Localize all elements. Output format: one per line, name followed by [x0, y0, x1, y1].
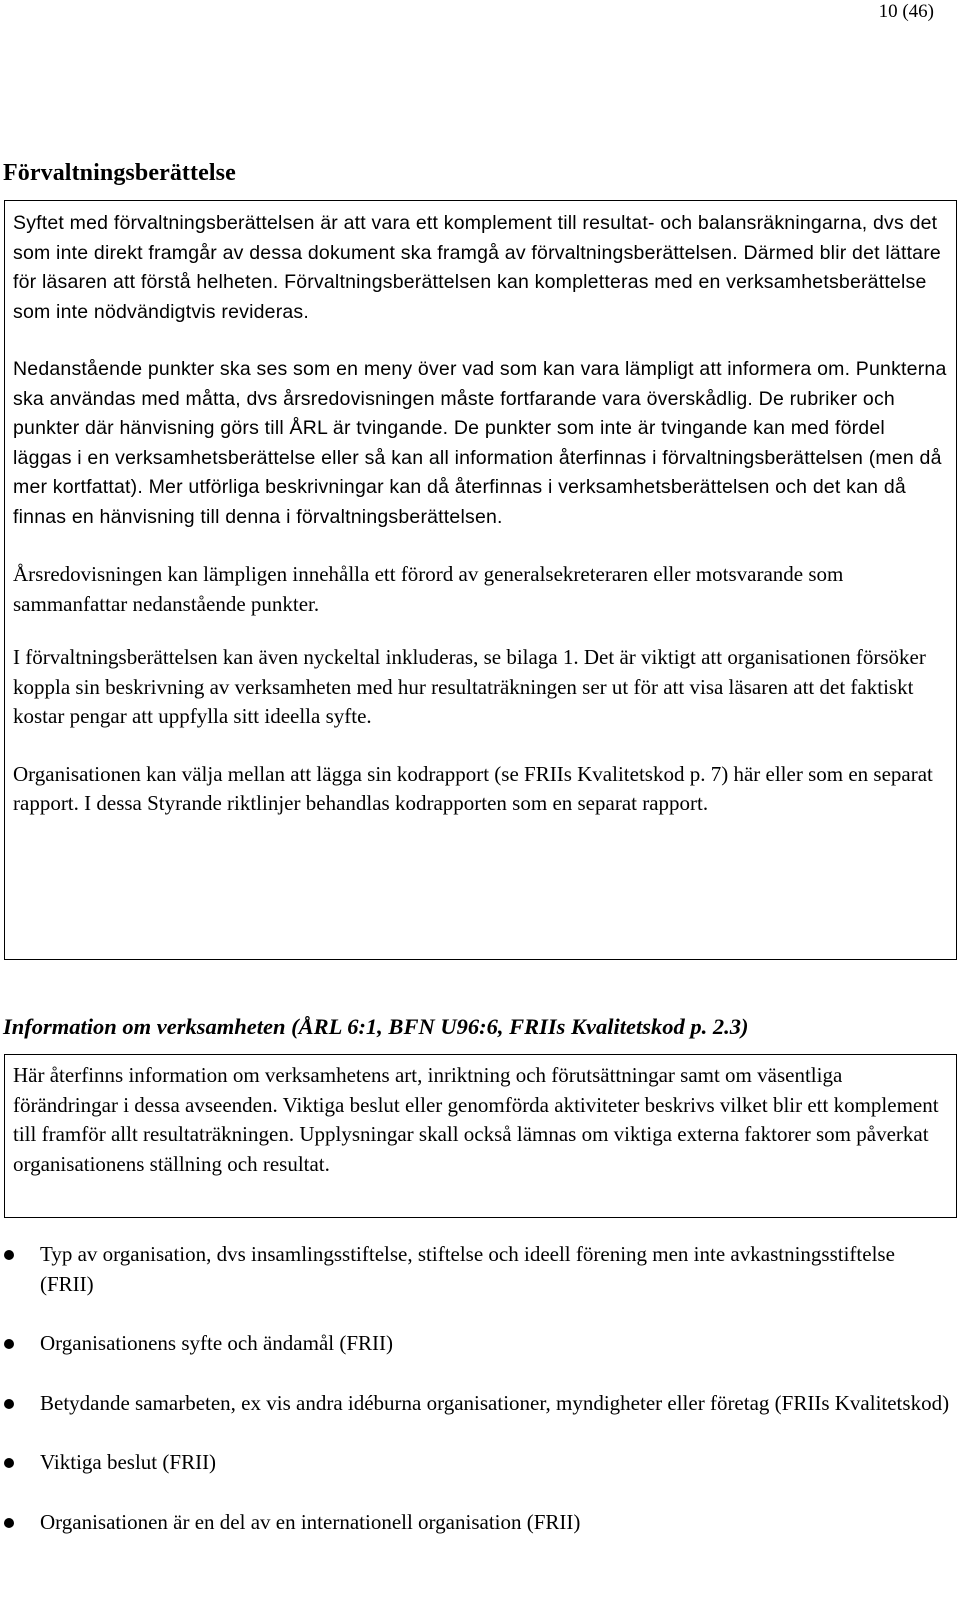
intro-paragraph-5: Organisationen kan välja mellan att lägga sin kodrapport (se FRIIs Kvalitetskod p. 7) här eller som en separat rapport. I dessa Styrande riktlinjer behandlas kodrapporten som en separat rapport. — [13, 761, 933, 815]
list-item — [0, 1240, 950, 1299]
section-heading: Information om verksamheten (ÅRL 6:1, BFN U96:6, FRIIs Kvalitetskod p. 2.3) — [3, 1014, 749, 1039]
list-item-text: Typ av organisation, dvs insamlingsstiftelse, stiftelse och ideell förening men inte avkastningsstiftelse (FRII) — [40, 1242, 895, 1296]
intro-paragraph-4: I förvaltningsberättelsen kan även nyckeltal inkluderas, se bilaga 1. Det är viktigt att organisationen försöker koppla sin beskrivning av verksamheten med hur resultaträkningen ser ut för att visa läsaren att det faktiskt kostar pengar att uppfylla sitt ideella syfte. — [13, 645, 926, 728]
list-item — [0, 1508, 950, 1538]
list-item — [0, 1389, 950, 1419]
bullet-icon — [4, 1458, 14, 1468]
bullet-icon — [4, 1339, 14, 1349]
bullet-icon — [4, 1250, 14, 1260]
list-item — [0, 1448, 950, 1478]
page-number: 10 (46) — [878, 1, 934, 22]
intro-paragraph-2: Nedanstående punkter ska ses som en meny över vad som kan vara lämpligt att informera om. Punkterna ska användas med måtta, dvs årsredovisningen måste fortfarande vara överskådlig. De rubriker och punkter där hänvisning görs till ÅRL är tvingande. De punkter som inte är tvingande kan med fördel läggas i en verksamhetsberättelse eller så kan all information återfinnas i förvaltningsberättelsen (men då mer kortfattat). Mer utförliga beskrivningar kan då återfinnas i verksamhetsberättelsen och det kan då finnas en hänvisning till denna i förvaltningsberättelsen. — [13, 358, 947, 528]
list-item-text: Organisationen är en del av en internationell organisation (FRII) — [40, 1509, 581, 1534]
list-item-text: Betydande samarbeten, ex vis andra idéburna organisationer, myndigheter eller företag (FRIIs Kvalitetskod) — [40, 1390, 950, 1415]
intro-paragraph-1: Syftet med förvaltningsberättelsen är att vara ett komplement till resultat- och balansräkningarna, dvs det som inte direkt framgår av dessa dokument ska framgå av förvaltningsberättelsen. Därmed blir det lättare för läsaren att förstå helheten. Förvaltningsberättelsen kan kompletteras med en verksamhetsberättelse som inte nödvändigtvis revideras. — [13, 212, 941, 323]
list-item-text: Organisationens syfte och ändamål (FRII) — [40, 1331, 394, 1355]
bullet-icon — [4, 1518, 14, 1528]
info-box-text: Här återfinns information om verksamhetens art, inriktning och förutsättningar samt om väsentliga förändringar i dessa avseenden. Viktiga beslut eller genomförda aktiviteter beskrivs vilket blir ett komplement till framför allt resultaträkningen. Upplysningar skall också lämnas om viktiga externa faktorer som påverkat organisationens ställning och resultat. — [13, 1063, 939, 1176]
bullet-list — [0, 1240, 950, 1537]
intro-box — [4, 200, 957, 960]
intro-paragraph-3: Årsredovisningen kan lämpligen innehålla ett förord av generalsekreteraren eller motsvarande som sammanfattar nedanstående punkter. — [13, 562, 844, 616]
list-item — [0, 1329, 950, 1359]
page-title: Förvaltningsberättelse — [3, 160, 236, 186]
list-item-text: Viktiga beslut (FRII) — [40, 1450, 217, 1474]
bullet-icon — [4, 1399, 14, 1409]
info-box — [4, 1054, 957, 1218]
